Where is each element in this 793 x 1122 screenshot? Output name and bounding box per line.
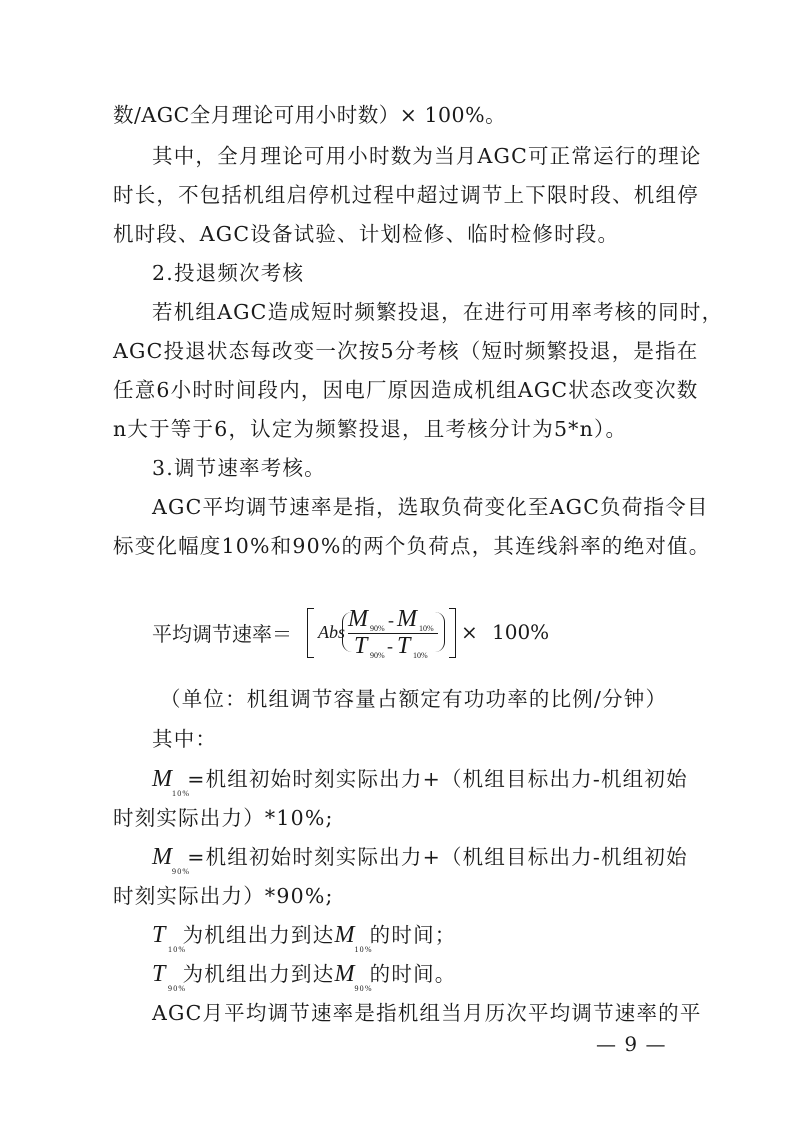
percent-value: 100% [492, 620, 550, 644]
right-bracket [449, 608, 456, 658]
sub-10: 10% [413, 651, 428, 660]
paragraph-line: 任意6小时时间段内，因电厂原因造成机组AGC状态改变次数 [113, 378, 699, 402]
t90-symbol: T 90% [152, 961, 187, 993]
paragraph-line: 机时段、AGC设备试验、计划检修、临时检修时段。 [113, 222, 620, 246]
definition-m90: M 90% =机组初始时刻实际出力+（机组目标出力-机组初始 [152, 838, 692, 876]
sub-90: 90% [370, 624, 385, 633]
m10-symbol: M 10% [334, 922, 373, 954]
m90-symbol: M 90% [152, 844, 191, 876]
times-sign: × [461, 620, 478, 644]
denominator-t10: T [397, 633, 411, 659]
page-number: — 9 — [596, 1032, 667, 1056]
paragraph-line: 时长，不包括机组启停机过程中超过调节上下限时段、机组停 [113, 183, 699, 207]
paragraph-line: AGC投退状态每改变一次按5分考核（短时频繁投退，是指在 [113, 339, 699, 363]
definition-t90: T 90% 为机组出力到达M 90% 的时间。 [152, 955, 692, 993]
denominator-t90: T [354, 633, 368, 659]
abs-label: Abs [318, 622, 345, 642]
left-bracket [307, 608, 314, 658]
sub-10: 10% [419, 624, 434, 633]
section-heading: 3.调节速率考核。 [152, 456, 326, 480]
paragraph-line: n大于等于6，认定为频繁投退，且考核分计为5*n）。 [113, 417, 628, 441]
minus-sign: - [388, 610, 394, 630]
paragraph-line: 若机组AGC造成短时频繁投退，在进行可用率考核的同时， [152, 300, 724, 324]
m10-symbol: M 10% [152, 766, 191, 798]
sub-90: 90% [370, 651, 385, 660]
paragraph-line: 其中，全月理论可用小时数为当月AGC可正常运行的理论 [152, 144, 702, 168]
formula-lhs: 平均调节速率＝ [152, 622, 292, 646]
m90-symbol: M 90% [334, 961, 373, 993]
t10-symbol: T 10% [152, 922, 187, 954]
definition-m10: M 10% =机组初始时刻实际出力+（机组目标出力-机组初始 [152, 760, 692, 798]
paragraph-line: 时刻实际出力）*90%; [113, 884, 334, 908]
paragraph-line: 其中： [152, 727, 218, 751]
numerator-m10: M [397, 606, 417, 632]
unit-note: （单位：机组调节容量占额定有功功率的比例/分钟） [160, 687, 668, 711]
right-paren [434, 612, 445, 652]
paragraph-line: 数/AGC全月理论可用小时数）× 100%。 [113, 103, 507, 127]
numerator-m90: M [348, 606, 368, 632]
paragraph-line: AGC月平均调节速率是指机组当月历次平均调节速率的平 [152, 1001, 702, 1025]
definition-t10: T 10% 为机组出力到达M 10% 的时间； [152, 916, 692, 954]
paragraph-line: 时刻实际出力）*10%; [113, 806, 334, 830]
paragraph-line: 标变化幅度10%和90%的两个负荷点，其连线斜率的绝对值。 [113, 534, 711, 558]
section-heading: 2.投退频次考核 [152, 261, 305, 285]
paragraph-line: AGC平均调节速率是指，选取负荷变化至AGC负荷指令目 [152, 495, 709, 519]
minus-sign: - [387, 636, 393, 656]
